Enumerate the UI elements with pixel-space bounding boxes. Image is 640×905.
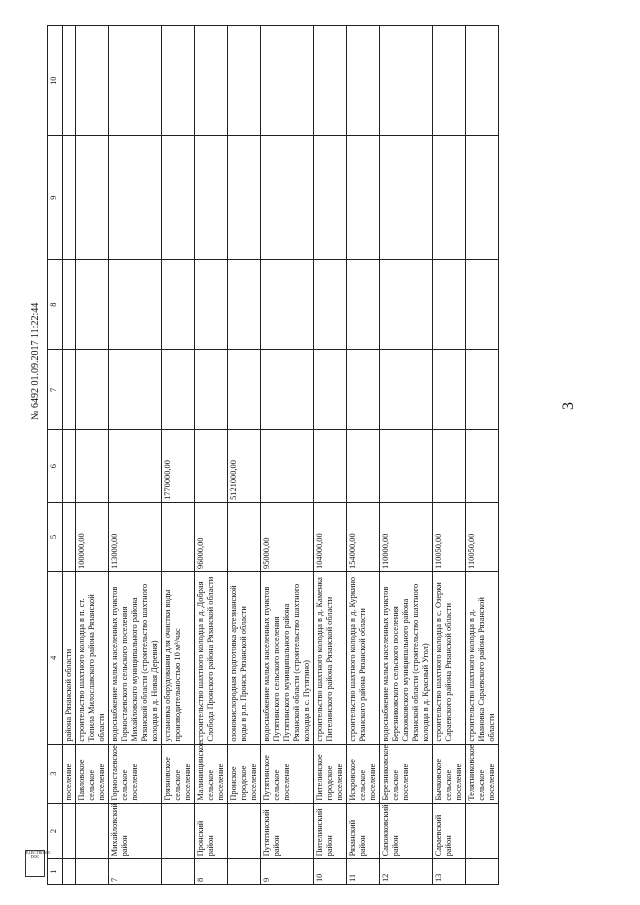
table-cell — [195, 430, 228, 502]
table-cell: 154000,00 — [347, 502, 380, 571]
table-cell — [195, 136, 228, 260]
table-cell: 1770000,00 — [162, 430, 195, 502]
table-cell — [466, 136, 499, 260]
table-row — [228, 26, 261, 885]
table-cell — [162, 502, 195, 571]
table-cell: строительство шахтного колодца в п. ст. Топила Милославского района Рязанской области — [76, 571, 109, 744]
table-cell — [314, 430, 347, 502]
table-cell — [228, 859, 261, 885]
table-row — [380, 26, 433, 885]
header-row — [48, 26, 63, 885]
table-row — [433, 26, 466, 885]
table-cell — [433, 26, 466, 136]
table-cell: Сараевский район — [433, 803, 466, 859]
table-cell — [433, 350, 466, 430]
table-cell — [109, 260, 162, 350]
table-cell — [261, 26, 314, 136]
table-cell — [109, 430, 162, 502]
table-cell — [380, 136, 433, 260]
table-row — [314, 26, 347, 885]
table-cell — [466, 859, 499, 885]
table-cell — [76, 430, 109, 502]
table-cell — [63, 859, 76, 885]
page-number: 3 — [560, 402, 577, 410]
table-cell — [347, 26, 380, 136]
table-cell: 7 — [109, 859, 162, 885]
header-cell: 7 — [48, 350, 63, 430]
table-cell — [347, 430, 380, 502]
table-row — [466, 26, 499, 885]
table-cell: Телятниковское сельское поселение — [466, 744, 499, 803]
table-cell: района Рязанской области — [63, 571, 76, 744]
table-cell — [466, 260, 499, 350]
table-cell — [162, 260, 195, 350]
table-cell — [380, 260, 433, 350]
table-cell — [380, 350, 433, 430]
table-cell — [347, 136, 380, 260]
table-cell — [466, 803, 499, 859]
header-cell: 8 — [48, 260, 63, 350]
table-row — [109, 26, 162, 885]
data-table — [47, 25, 499, 885]
table-cell: Горностаевское сельское поселение — [109, 744, 162, 803]
table-row — [261, 26, 314, 885]
table-cell: Пронское городское поселение — [228, 744, 261, 803]
table-cell — [466, 26, 499, 136]
table-cell — [314, 260, 347, 350]
table-cell — [261, 260, 314, 350]
table-cell — [162, 803, 195, 859]
table-cell: установка оборудования для очистки воды производительностью 10 м³/час — [162, 571, 195, 744]
table-cell: Березниковское сельское поселение — [380, 744, 433, 803]
table-cell — [433, 260, 466, 350]
table-cell — [228, 260, 261, 350]
table-cell — [380, 26, 433, 136]
table-cell — [228, 502, 261, 571]
table-cell — [261, 430, 314, 502]
table-cell: Путятинский район — [261, 803, 314, 859]
table-cell: 110050,00 — [433, 502, 466, 571]
table-cell: 96000,00 — [195, 502, 228, 571]
table-cell: строительство шахтного колодца в д. Куркино Рязанского района Рязанской области — [347, 571, 380, 744]
table-cell — [162, 136, 195, 260]
table-cell: 12 — [380, 859, 433, 885]
table-cell — [195, 26, 228, 136]
table-cell: 95000,00 — [261, 502, 314, 571]
table-cell — [261, 350, 314, 430]
table-cell — [162, 859, 195, 885]
table-cell — [76, 260, 109, 350]
table-cell: Пронский район — [195, 803, 228, 859]
table-cell — [63, 26, 76, 136]
table-cell: строительство шахтного колодца в д. Ивановка Сараевского района Рязанской области — [466, 571, 499, 744]
table-cell: озонокислородная подготовка артезианской воды в р.п. Пронск Рязанской области — [228, 571, 261, 744]
table-cell: строительство шахтного колодца в д. Добрая Слобода Пронского района Рязанской области — [195, 571, 228, 744]
table-cell: 110050,00 — [466, 502, 499, 571]
table-cell — [76, 26, 109, 136]
table-cell — [109, 136, 162, 260]
table-cell — [195, 350, 228, 430]
table-cell — [228, 803, 261, 859]
table-cell: Павловское сельское поселение — [76, 744, 109, 803]
table-cell: Искровское сельское поселение — [347, 744, 380, 803]
table-cell: 13 — [433, 859, 466, 885]
table-cell — [162, 26, 195, 136]
table-cell: 9 — [261, 859, 314, 885]
table-cell: 10 — [314, 859, 347, 885]
table-row — [76, 26, 109, 885]
registration-stamp: № 6492 01.09.2017 11:22:44 — [30, 302, 41, 420]
table-cell: водоснабжение малых населенных пунктов Горностаевского сельского поселения Михайловского муниципального района Рязанской области (строительство шахтного колодца в д. Новая Деревня) — [109, 571, 162, 744]
data-table-container — [47, 25, 592, 885]
header-cell: 1 — [48, 859, 63, 885]
header-cell: 5 — [48, 502, 63, 571]
table-cell — [63, 136, 76, 260]
table-cell — [76, 136, 109, 260]
table-cell — [228, 26, 261, 136]
table-cell — [228, 350, 261, 430]
table-cell — [63, 803, 76, 859]
table-cell — [76, 859, 109, 885]
document-logo: ELECTRONIC DOC — [25, 850, 45, 877]
table-row — [162, 26, 195, 885]
table-cell — [63, 430, 76, 502]
table-cell: Бычковское сельское поселение — [433, 744, 466, 803]
table-cell — [228, 136, 261, 260]
table-cell: поселение — [63, 744, 76, 803]
table-cell: Михайловский район — [109, 803, 162, 859]
table-cell — [314, 26, 347, 136]
table-cell: строительство шахтного колодца в с. Озерки Сараевского района Рязанской области — [433, 571, 466, 744]
table-cell: Грязновское сельское поселение — [162, 744, 195, 803]
table-cell: 110000,00 — [380, 502, 433, 571]
table-cell: Малинищинское сельское поселение — [195, 744, 228, 803]
table-cell — [109, 26, 162, 136]
table-row — [347, 26, 380, 885]
table-cell — [466, 430, 499, 502]
table-cell — [433, 430, 466, 502]
table-cell — [76, 803, 109, 859]
table-cell — [63, 260, 76, 350]
header-cell: 3 — [48, 744, 63, 803]
header-cell: 4 — [48, 571, 63, 744]
header-cell: 6 — [48, 430, 63, 502]
table-cell: водоснабжение малых населенных пунктов Путятинского сельского поселения Путятинского муниципального района Рязанской области (строительство шахтного колодца в с. Путятино) — [261, 571, 314, 744]
table-cell: 11 — [347, 859, 380, 885]
table-cell — [76, 350, 109, 430]
header-cell: 9 — [48, 136, 63, 260]
table-cell: 104000,00 — [314, 502, 347, 571]
table-cell: водоснабжение малых населенных пунктов Березниковского сельского поселения Сапожковского муниципального района Рязанской области (строительство шахтного колодца в д. Красный Угол) — [380, 571, 433, 744]
table-cell — [261, 136, 314, 260]
table-cell: 5121000,00 — [228, 430, 261, 502]
table-cell: 113000,00 — [109, 502, 162, 571]
table-cell — [314, 350, 347, 430]
table-cell — [466, 350, 499, 430]
table-cell: Рязанский район — [347, 803, 380, 859]
table-cell: 8 — [195, 859, 228, 885]
table-cell: Путятинское сельское поселение — [261, 744, 314, 803]
table-cell — [63, 350, 76, 430]
table-cell — [347, 350, 380, 430]
table-row — [195, 26, 228, 885]
table-row — [63, 26, 76, 885]
table-cell — [380, 430, 433, 502]
table-cell — [195, 260, 228, 350]
header-cell: 10 — [48, 26, 63, 136]
table-cell: строительство шахтного колодца в д. Каменка Пителинского района Рязанской области — [314, 571, 347, 744]
table-cell: Пителинский район — [314, 803, 347, 859]
table-cell — [109, 350, 162, 430]
table-cell: 100000,00 — [76, 502, 109, 571]
table-cell — [314, 136, 347, 260]
table-cell — [63, 502, 76, 571]
table-cell: Сапожковский район — [380, 803, 433, 859]
table-cell — [433, 136, 466, 260]
table-cell — [347, 260, 380, 350]
table-body — [63, 26, 499, 885]
header-cell: 2 — [48, 803, 63, 859]
table-cell — [162, 350, 195, 430]
table-cell: Пителинское городское поселение — [314, 744, 347, 803]
